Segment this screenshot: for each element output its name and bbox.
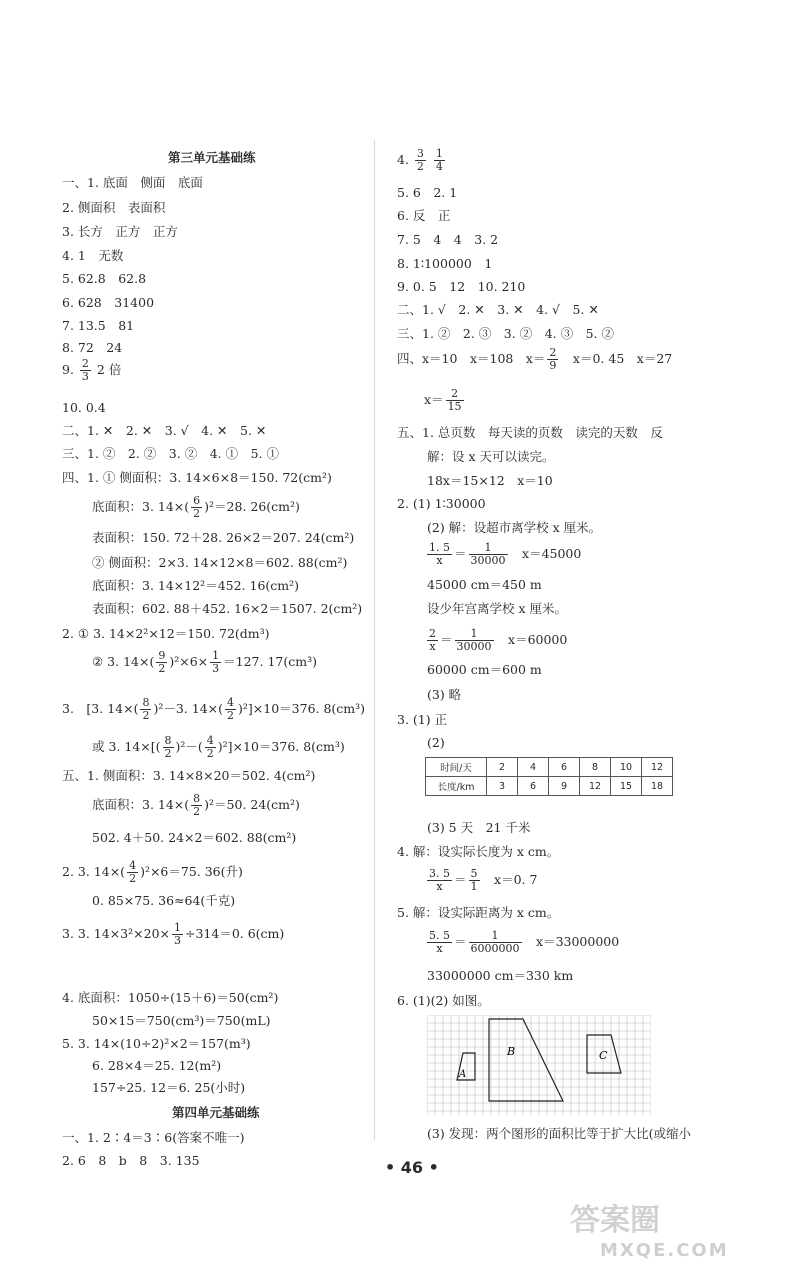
answer-line: 50×15＝750(cm³)＝750(mL)	[92, 1013, 271, 1028]
text: x＝33000000	[523, 934, 620, 949]
text: )²]×10＝376. 8(cm³)	[238, 701, 366, 716]
text: 3. 3. 14×3²×20×	[62, 926, 170, 941]
fraction	[156, 650, 167, 675]
table-cell: 长度/km	[426, 777, 487, 796]
fraction	[205, 735, 216, 760]
answer-line-q9	[62, 358, 121, 383]
answer-line: (3) 5 天 21 千米	[427, 820, 531, 835]
time-length-table	[425, 757, 673, 796]
answer-line: 5. 6 2. 1	[397, 185, 458, 200]
denominator: 2	[227, 709, 235, 722]
denominator: 3	[174, 934, 181, 947]
answer-line: 9. 0. 5 12 10. 210	[397, 279, 526, 294]
numerator: 4	[227, 696, 235, 709]
fraction	[434, 148, 445, 173]
answer-line: 设少年宫离学校 x 厘米。	[427, 601, 567, 616]
answer-line: 表面积：602. 88＋452. 16×2＝1507. 2(cm²)	[92, 601, 363, 616]
text: )²＝28. 26(cm²)	[204, 499, 300, 514]
answer-line: 四、1. ① 侧面积：3. 14×6×8＝150. 72(cm²)	[62, 470, 332, 485]
text: 9.	[62, 362, 74, 377]
answer-line-section4	[397, 347, 672, 372]
numerator: 1	[455, 628, 494, 641]
answer-line-r4	[397, 148, 447, 173]
numerator: 1	[212, 649, 220, 662]
answer-line: 7. 5 4 4 3. 2	[397, 232, 499, 247]
numerator: 9	[158, 649, 166, 662]
answer-line-q41-base	[92, 495, 300, 520]
text: ＝	[454, 934, 467, 949]
numerator: 2	[446, 388, 464, 401]
answer-line: 3. (1) 正	[397, 712, 448, 727]
table-cell: 9	[549, 777, 580, 796]
answer-line: 表面积：150. 72＋28. 26×2＝207. 24(cm²)	[92, 530, 355, 545]
answer-line: 8. 1∶100000 1	[397, 256, 493, 271]
answer-line-q3-alt	[92, 735, 345, 760]
fraction	[80, 358, 91, 383]
text: 四、x＝10 x＝108 x＝	[397, 351, 546, 366]
denominator: 2	[129, 872, 137, 885]
answer-line-q22	[92, 650, 317, 675]
numerator: 2	[81, 357, 89, 370]
answer-line: 157÷25. 12＝6. 25(小时)	[92, 1080, 246, 1095]
text: )²×6＝75. 36(升)	[140, 864, 243, 879]
denominator: 15	[447, 400, 462, 413]
answer-line: 0. 85×75. 36≈64(千克)	[92, 893, 236, 908]
denominator: 30000	[470, 554, 506, 567]
table-cell: 10	[611, 758, 642, 777]
denominator: 2	[164, 747, 172, 760]
fraction	[191, 495, 202, 520]
fraction	[191, 793, 202, 818]
denominator: 9	[549, 359, 557, 372]
answer-line: 8. 72 24	[62, 340, 123, 355]
denominator: 2	[193, 805, 201, 818]
answer-line: 60000 cm＝600 m	[427, 662, 542, 677]
fraction	[446, 388, 464, 413]
text: )²－(	[175, 739, 203, 754]
answer-line: 6. 反 正	[397, 208, 451, 223]
text: 或 3. 14×[(	[92, 739, 161, 754]
answer-line: 底面积：3. 14×12²＝452. 16(cm²)	[92, 578, 300, 593]
table-cell: 15	[611, 777, 642, 796]
answer-line: 5. 解：设实际距离为 x cm。	[397, 905, 560, 920]
numerator: 1	[469, 542, 508, 555]
answer-line: 2. 6 8 b 8 3. 135	[62, 1153, 200, 1168]
answer-line: 5. 62.8 62.8	[62, 271, 147, 286]
denominator: 2	[142, 709, 150, 722]
proportion-line-3	[425, 868, 537, 893]
section-heading: 第三单元基础练	[168, 150, 256, 165]
text: x＝60000	[495, 632, 568, 647]
answer-line: 五、1. 总页数 每天读的页数 读完的天数 反	[397, 425, 663, 440]
proportion-line-4	[425, 930, 619, 955]
text: 2. 3. 14×(	[62, 864, 126, 879]
answer-line: 五、1. 侧面积：3. 14×8×20＝502. 4(cm²)	[62, 768, 316, 783]
fraction	[427, 868, 452, 893]
denominator: 2	[416, 160, 424, 173]
denominator: 30000	[456, 640, 492, 653]
fraction	[140, 697, 151, 722]
table-cell: 6	[549, 758, 580, 777]
denominator: x	[429, 640, 436, 653]
answer-line: 3. 长方 正方 正方	[62, 224, 178, 239]
numerator: 8	[142, 696, 150, 709]
table-cell: 12	[642, 758, 673, 777]
answer-line: 6. 28×4＝25. 12(m²)	[92, 1058, 222, 1073]
text: )²×6×	[169, 654, 209, 669]
denominator: x	[436, 942, 443, 955]
text: 4.	[397, 152, 409, 167]
denominator: x	[436, 554, 443, 567]
denominator: 2	[158, 662, 166, 675]
answer-line-q51-base	[92, 793, 300, 818]
numerator: 1	[435, 147, 443, 160]
text: ② 3. 14×(	[92, 654, 155, 669]
denominator: 1	[470, 880, 478, 893]
fraction	[163, 735, 174, 760]
numerator: 8	[164, 734, 172, 747]
numerator: 2	[549, 346, 557, 359]
text: 底面积：3. 14×(	[92, 499, 190, 514]
answer-line: 一、1. 底面 侧面 底面	[62, 175, 203, 190]
denominator: 3	[81, 370, 89, 383]
answer-line: 45000 cm＝450 m	[427, 577, 542, 592]
text: )²]×10＝376. 8(cm³)	[217, 739, 345, 754]
answer-line-section4-b	[424, 388, 466, 413]
answer-line: 6. 628 31400	[62, 295, 155, 310]
answer-line: 2. ① 3. 14×2²×12＝150. 72(dm³)	[62, 626, 270, 641]
table-cell: 2	[487, 758, 518, 777]
table-cell: 6	[518, 777, 549, 796]
fraction	[469, 868, 480, 893]
numerator: 1	[174, 921, 181, 934]
numerator: 1. 5	[429, 541, 450, 554]
text: ＝	[454, 872, 467, 887]
watermark-logo: 答案圈	[570, 1203, 660, 1238]
shape-b-label: B	[507, 1045, 516, 1058]
answer-line-q53	[62, 922, 284, 947]
text: ＝127. 17(cm³)	[223, 654, 317, 669]
fraction	[427, 930, 452, 955]
table-cell: 3	[487, 777, 518, 796]
numerator: 5. 5	[429, 929, 450, 942]
answer-line: 5. 3. 14×(10÷2)²×2＝157(m³)	[62, 1036, 251, 1051]
answer-line: 二、1. ✕ 2. ✕ 3. √ 4. ✕ 5. ✕	[62, 423, 267, 438]
shape-b	[489, 1019, 563, 1101]
text: x＝0. 7	[481, 872, 538, 887]
answer-line: 10. 0.4	[62, 400, 106, 415]
text: x＝45000	[509, 546, 582, 561]
numerator: 3	[416, 147, 424, 160]
column-divider	[374, 140, 375, 1140]
shape-c-label: C	[599, 1049, 608, 1062]
answer-line: 33000000 cm＝330 km	[427, 968, 574, 983]
numerator: 2	[429, 627, 436, 640]
numerator: 6	[193, 494, 201, 507]
answer-line: ② 侧面积：2×3. 14×12×8＝602. 88(cm²)	[92, 555, 348, 570]
answer-line: 4. 底面积：1050÷(15＋6)＝50(cm²)	[62, 990, 279, 1005]
fraction	[455, 628, 494, 653]
denominator: 6000000	[470, 942, 520, 955]
text: x＝	[424, 392, 444, 407]
answer-line: 502. 4＋50. 24×2＝602. 88(cm²)	[92, 830, 297, 845]
table-cell: 4	[518, 758, 549, 777]
numerator: 5	[470, 867, 478, 880]
answer-line: 解：设 x 天可以读完。	[427, 449, 555, 464]
answer-line: 二、1. √ 2. ✕ 3. ✕ 4. √ 5. ✕	[397, 302, 599, 317]
fraction	[427, 628, 438, 653]
answer-line-q3	[62, 697, 365, 722]
fraction	[469, 930, 522, 955]
text: ＝	[440, 632, 453, 647]
text: 2 倍	[96, 362, 122, 377]
fraction	[127, 860, 138, 885]
denominator: 4	[435, 160, 443, 173]
denominator: 2	[206, 747, 214, 760]
grid-figure	[427, 1015, 651, 1115]
text: 3. [3. 14×(	[62, 701, 139, 716]
denominator: 2	[193, 507, 201, 520]
table-cell: 8	[580, 758, 611, 777]
answer-line: (3) 略	[427, 687, 462, 702]
answer-line: 三、1. ② 2. ③ 3. ② 4. ③ 5. ②	[397, 326, 614, 341]
fraction	[427, 542, 452, 567]
answer-line: (3) 发现：两个图形的面积比等于扩大比(或缩小	[427, 1126, 692, 1141]
fraction	[225, 697, 236, 722]
fraction	[210, 650, 221, 675]
answer-line: 18x＝15×12 x＝10	[427, 473, 553, 488]
proportion-line-1	[425, 542, 581, 567]
shape-a-label: A	[459, 1069, 467, 1080]
page-number: • 46 •	[385, 1158, 439, 1177]
table-cell: 时间/天	[426, 758, 487, 777]
fraction	[172, 922, 183, 947]
text: ÷314＝0. 6(cm)	[185, 926, 285, 941]
numerator: 4	[206, 734, 214, 747]
answer-line: 4. 1 无数	[62, 248, 124, 263]
answer-line: 4. 解：设实际长度为 x cm。	[397, 844, 560, 859]
answer-line-q52	[62, 860, 243, 885]
answer-line: 7. 13.5 81	[62, 318, 135, 333]
text: ＝	[454, 546, 467, 561]
answer-line: 三、1. ② 2. ② 3. ② 4. ① 5. ①	[62, 446, 279, 461]
answer-line: 一、1. 2∶4＝3∶6(答案不唯一)	[62, 1130, 245, 1145]
answer-line: (2) 解：设超市离学校 x 厘米。	[427, 520, 602, 535]
answer-line: (2)	[427, 735, 445, 750]
answer-line: 2. 侧面积 表面积	[62, 200, 166, 215]
numerator: 1	[469, 930, 522, 943]
proportion-line-2	[425, 628, 567, 653]
answer-line: 6. (1)(2) 如图。	[397, 993, 490, 1008]
table-row	[426, 758, 673, 777]
watermark-url: MXQE.COM	[600, 1240, 729, 1261]
section-heading: 第四单元基础练	[172, 1105, 260, 1120]
table-cell: 18	[642, 777, 673, 796]
answer-line: 2. (1) 1∶30000	[397, 496, 486, 511]
denominator: 3	[212, 662, 220, 675]
fraction	[469, 542, 508, 567]
table-cell: 12	[580, 777, 611, 796]
text: x＝0. 45 x＝27	[560, 351, 673, 366]
fraction	[547, 347, 558, 372]
numerator: 4	[129, 859, 137, 872]
table-row	[426, 777, 673, 796]
numerator: 3. 5	[429, 867, 450, 880]
fraction	[415, 148, 426, 173]
denominator: x	[436, 880, 443, 893]
text: )²＝50. 24(cm²)	[204, 797, 300, 812]
numerator: 8	[193, 792, 201, 805]
text: )²－3. 14×(	[153, 701, 224, 716]
text: 底面积：3. 14×(	[92, 797, 190, 812]
